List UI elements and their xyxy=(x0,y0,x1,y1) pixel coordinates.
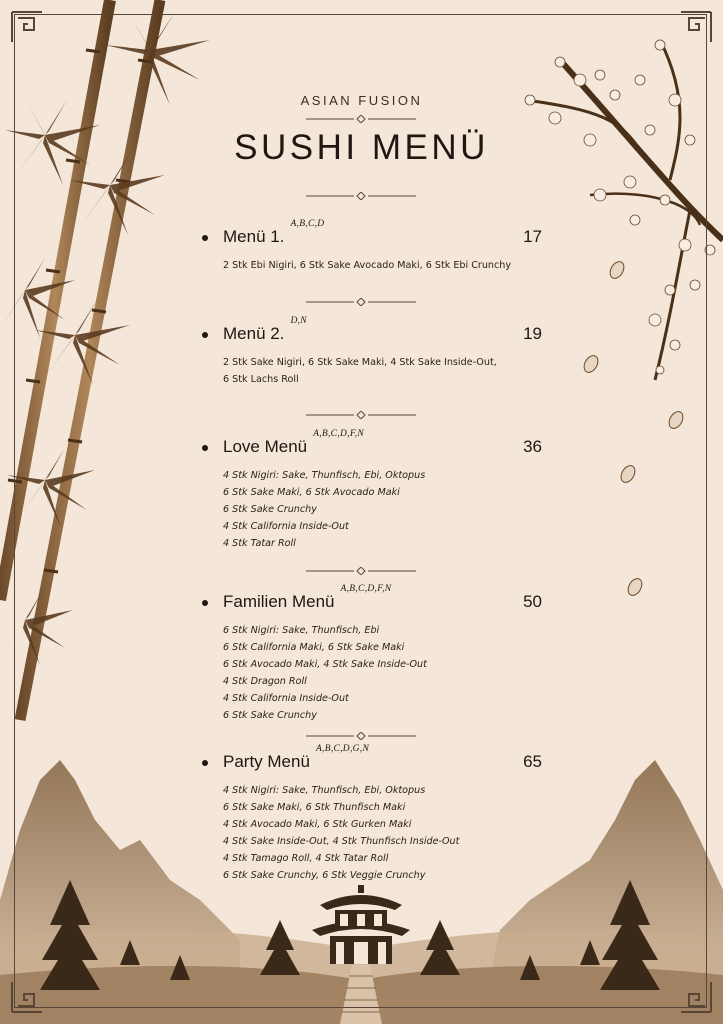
ornament-divider xyxy=(306,732,416,740)
menu-item-line: 6 Stk Sake Crunchy, 6 Stk Veggie Crunchy xyxy=(223,870,426,881)
ornament-divider xyxy=(306,298,416,306)
menu-subtitle: ASIAN FUSION xyxy=(300,93,423,108)
allergen-codes: D,N xyxy=(290,316,307,326)
ornament-divider xyxy=(306,192,416,200)
menu-item-line: 6 Stk Nigiri: Sake, Thunfisch, Ebi xyxy=(223,625,380,636)
menu-item-line: 4 Stk Nigiri: Sake, Thunfisch, Ebi, Oktopus xyxy=(223,470,426,481)
menu-item-line: 4 Stk Tamago Roll, 4 Stk Tatar Roll xyxy=(223,853,389,864)
menu-item-line: 6 Stk California Maki, 6 Stk Sake Maki xyxy=(223,642,405,653)
ornament-divider xyxy=(306,411,416,419)
menu-item-name: Party Menü xyxy=(223,752,310,771)
menu-item-line: 4 Stk California Inside-Out xyxy=(223,521,349,532)
menu-item-name: Familien Menü xyxy=(223,592,335,611)
menu-item-price: 36 xyxy=(523,437,542,456)
menu-item-name: Menü 2. xyxy=(223,324,285,343)
menu-item xyxy=(202,744,542,884)
menu-title: SUSHI MENÜ xyxy=(234,128,489,167)
bullet-icon xyxy=(202,445,208,451)
allergen-codes: A,B,C,D xyxy=(290,219,325,229)
menu-item xyxy=(202,316,542,388)
ornament-divider xyxy=(306,115,416,123)
menu-item-price: 65 xyxy=(523,752,542,771)
bullet-icon xyxy=(202,235,208,241)
ornament-divider xyxy=(306,567,416,575)
menu-item-line: 6 Stk Avocado Maki, 4 Stk Sake Inside-Out xyxy=(223,659,427,670)
bullet-icon xyxy=(202,600,208,606)
bullet-icon xyxy=(202,760,208,766)
menu-item-price: 50 xyxy=(523,592,542,611)
menu-item-line: 4 Stk Tatar Roll xyxy=(223,538,296,549)
corner-ornament-icon xyxy=(679,10,713,44)
menu-item-line: 4 Stk Avocado Maki, 6 Stk Gurken Maki xyxy=(223,819,412,830)
menu-item-line: 6 Stk Sake Crunchy xyxy=(223,710,317,721)
menu-item-line: 4 Stk California Inside-Out xyxy=(223,693,349,704)
menu-item-line: 6 Stk Sake Maki, 6 Stk Avocado Maki xyxy=(223,487,400,498)
allergen-codes: A,B,C,D,F,N xyxy=(340,584,392,594)
menu-item-line: 6 Stk Sake Crunchy xyxy=(223,504,317,515)
menu-item-name: Menü 1. xyxy=(223,227,285,246)
allergen-codes: A,B,C,D,F,N xyxy=(313,429,365,439)
menu-item-line: 2 Stk Sake Nigiri, 6 Stk Sake Maki, 4 Stk Sake Inside-Out, xyxy=(223,357,497,368)
menu-item-line: 6 Stk Sake Maki, 6 Stk Thunfisch Maki xyxy=(223,802,406,813)
menu-item xyxy=(202,584,542,724)
corner-ornament-icon xyxy=(10,980,44,1014)
menu-item-line: 4 Stk Dragon Roll xyxy=(223,676,307,687)
menu-item xyxy=(202,429,542,552)
menu-item-price: 17 xyxy=(523,227,542,246)
bullet-icon xyxy=(202,332,208,338)
menu-item-price: 19 xyxy=(523,324,542,343)
corner-ornament-icon xyxy=(679,980,713,1014)
menu-item-line: 6 Stk Lachs Roll xyxy=(223,374,299,385)
allergen-codes: A,B,C,D,G,N xyxy=(315,744,370,754)
menu-item xyxy=(202,219,542,274)
menu-item-line: 4 Stk Sake Inside-Out, 4 Stk Thunfisch Inside-Out xyxy=(223,836,460,847)
menu-item-line: 4 Stk Nigiri: Sake, Thunfisch, Ebi, Oktopus xyxy=(223,785,426,796)
corner-ornament-icon xyxy=(10,10,44,44)
menu-item-line: 2 Stk Ebi Nigiri, 6 Stk Sake Avocado Maki, 6 Stk Ebi Crunchy xyxy=(223,260,512,271)
menu-item-name: Love Menü xyxy=(223,437,308,456)
